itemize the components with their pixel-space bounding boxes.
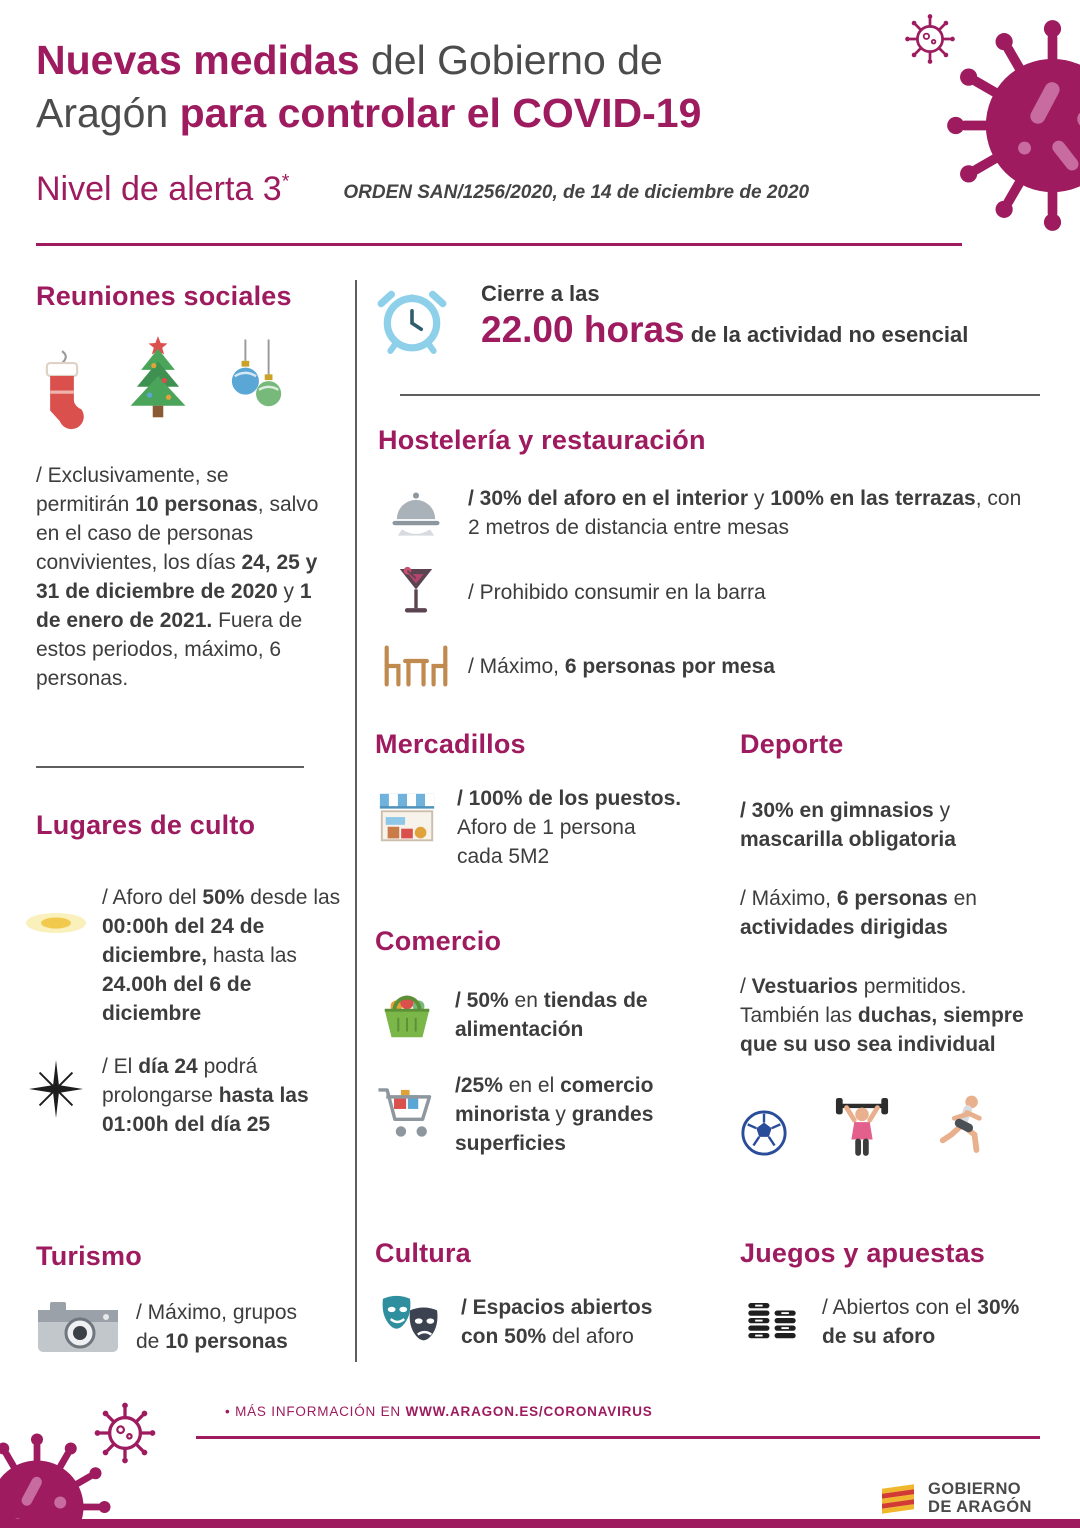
section-heading: Deporte xyxy=(740,729,844,759)
section-turismo xyxy=(36,1241,356,1356)
hosteleria-item-3: / Máximo, 6 personas por mesa xyxy=(468,654,775,678)
market-stall-icon xyxy=(376,788,438,850)
theater-masks-icon xyxy=(377,1293,445,1351)
section-heading: Hostelería y restauración xyxy=(378,425,706,455)
more-info-text: • MÁS INFORMACIÓN EN WWW.ARAGON.ES/CORONAVIRUS xyxy=(225,1404,653,1419)
deporte-item-1: / 30% en gimnasios y mascarilla obligatoria xyxy=(740,799,956,851)
bottom-bar xyxy=(0,1519,1080,1528)
closure-suffix: de la actividad no esencial xyxy=(684,322,969,347)
mercadillos-text: / 100% de los puestos. Aforo de 1 persona cada 5M2 xyxy=(457,787,682,868)
section-juegos xyxy=(740,1238,1045,1351)
alarm-clock-icon xyxy=(375,281,449,355)
column-divider xyxy=(355,280,357,1362)
section-heading: Cultura xyxy=(375,1238,471,1268)
grocery-basket-icon xyxy=(376,985,438,1045)
baubles-icon xyxy=(228,337,286,431)
christmas-icons-row xyxy=(36,334,336,431)
footer-divider xyxy=(196,1436,1040,1439)
section-hosteleria xyxy=(378,425,1040,690)
culto-item-2: / El día 24 podrá prolongarse hasta las 01:00h del día 25 xyxy=(102,1055,309,1136)
gobierno-aragon-logo xyxy=(880,1480,1032,1516)
section-heading: Turismo xyxy=(36,1241,142,1271)
section-heading: Lugares de culto xyxy=(36,810,256,840)
logo-line1: GOBIERNO xyxy=(928,1480,1022,1498)
soccer-ball-icon xyxy=(740,1109,788,1157)
virus-icon xyxy=(0,1432,112,1528)
cocktail-icon xyxy=(393,562,439,622)
section-heading: Mercadillos xyxy=(375,729,526,759)
section-cultura xyxy=(375,1238,700,1351)
hosteleria-item-1: / 30% del aforo en el interior y 100% en las terrazas, con 2 metros de distancia entre mesas xyxy=(468,487,1022,539)
reuniones-text: / Exclusivamente, se permitirán 10 personas, salvo en el caso de personas convivientes, los días 24, 25 y 31 de diciembre de 2020 y 1 de enero de 2021. Fuera de estos periodos, máximo, 6 personas. xyxy=(36,464,319,690)
christmas-tree-icon xyxy=(122,334,194,431)
closure-time: 22.00 horas xyxy=(481,309,685,350)
runner-icon xyxy=(936,1093,988,1157)
candle-glow-icon xyxy=(24,897,88,949)
section-comercio xyxy=(375,926,700,1158)
shopping-cart-icon xyxy=(375,1080,439,1150)
virus-icon xyxy=(945,18,1080,233)
title-line2: Aragón para controlar el COVID-19 xyxy=(36,90,702,136)
cloche-icon xyxy=(387,486,445,540)
comercio-item-2: /25% en el comercio minorista y grandes superficies xyxy=(455,1074,654,1155)
deporte-item-2: / Máximo, 6 personas en actividades dirigidas xyxy=(740,887,977,939)
cultura-text: / Espacios abiertos con 50% del aforo xyxy=(461,1296,653,1348)
section-heading: Comercio xyxy=(375,926,502,956)
juegos-text: / Abiertos con el 30% de su aforo xyxy=(822,1296,1020,1348)
turismo-text: / Máximo, grupos de 10 personas xyxy=(136,1301,298,1353)
section-reuniones-sociales xyxy=(36,281,336,693)
deporte-item-3: / Vestuarios permitidos. También las duchas, siempre que su uso sea individual xyxy=(740,975,1024,1056)
page-title xyxy=(36,34,876,140)
section-heading: Juegos y apuestas xyxy=(740,1238,986,1268)
camera-icon xyxy=(36,1298,120,1356)
section-lugares-de-culto xyxy=(20,810,350,1139)
aragon-flag-icon xyxy=(880,1482,918,1514)
weightlifter-icon xyxy=(834,1093,890,1157)
title-line1: Nuevas medidas del Gobierno de xyxy=(36,37,663,83)
header-divider xyxy=(36,243,962,246)
section-mercadillos xyxy=(375,729,695,871)
alert-level: Nivel de alerta 3* xyxy=(36,170,290,208)
hosteleria-item-2: / Prohibido consumir en la barra xyxy=(468,580,766,604)
closure-banner xyxy=(375,281,1045,355)
table-chairs-icon xyxy=(380,642,452,690)
culto-item-1: / Aforo del 50% desde las 00:00h del 24 de diciembre, hasta las 24.00h del 6 de diciembre xyxy=(102,886,341,1025)
section-deporte xyxy=(740,729,1045,1157)
sports-icons-row xyxy=(740,1093,1045,1157)
stocking-icon xyxy=(36,349,88,431)
comercio-item-1: / 50% en tiendas de alimentación xyxy=(455,989,648,1041)
order-reference: ORDEN SAN/1256/2020, de 14 de diciembre de 2020 xyxy=(343,182,810,203)
closure-lead: Cierre a las xyxy=(481,281,600,306)
sparkle-icon xyxy=(27,1058,85,1120)
section-heading: Reuniones sociales xyxy=(36,281,292,311)
closure-divider xyxy=(400,394,1040,396)
poker-chips-icon xyxy=(742,1294,802,1350)
logo-line2: DE ARAGÓN xyxy=(928,1498,1032,1516)
left-divider xyxy=(36,766,304,768)
